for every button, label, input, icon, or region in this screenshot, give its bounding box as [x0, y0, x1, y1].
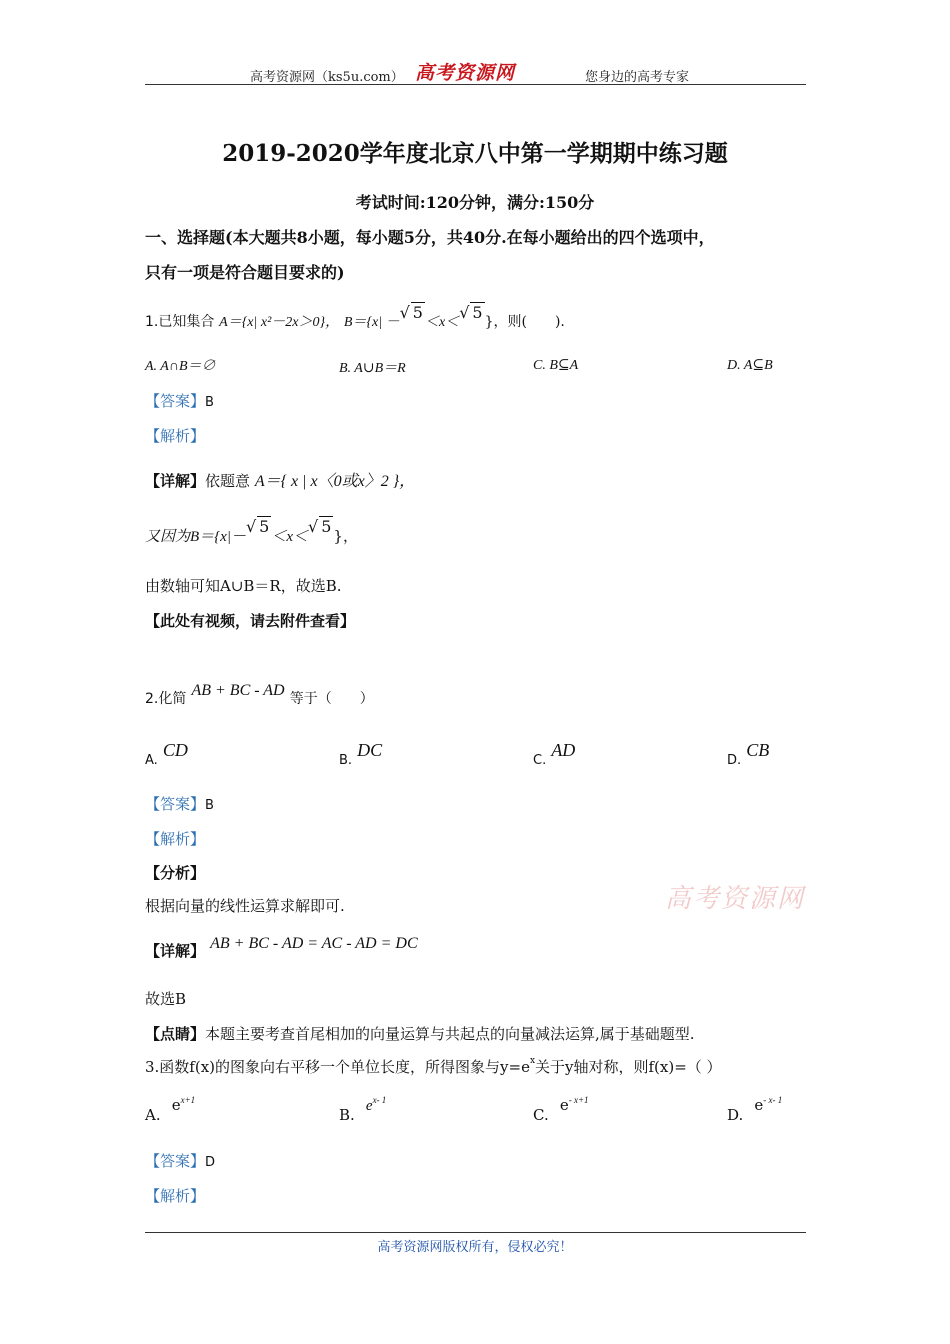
- answer-value: B: [205, 395, 214, 410]
- q2-dianjing: 【点睛】本题主要考查首尾相加的向量运算与共起点的向量减法运算,属于基础题型.: [145, 1025, 695, 1043]
- header-right: 您身边的高考专家: [585, 70, 690, 85]
- q1-line2: 又因为B＝{x|－√ 5＜x＜√ 5 }，: [145, 517, 358, 545]
- q2-analysis-tag: 【解析】: [145, 830, 206, 848]
- q1-option-d: D. A⊆B: [727, 358, 773, 373]
- q3-analysis-tag: 【解析】: [145, 1187, 206, 1205]
- site-logo: 高考资源网: [415, 62, 516, 84]
- q1-detail: [145, 468, 415, 491]
- q2-option-d: $_{D.}$ CB: [727, 740, 770, 768]
- q1-setA: A＝{x| x²－2x＞0}，: [219, 315, 340, 330]
- header-left: 高考资源网（ks5u.com）: [250, 70, 404, 85]
- q3-answer: 【答案】D: [145, 1152, 216, 1170]
- q2-detail: 【详解】 AB + BC - AD = AC - AD = DC: [145, 935, 418, 960]
- section-heading-line1: 一、选择题(本大题共8小题，每小题5分，共40分.在每小题给出的四个选项中，: [145, 228, 715, 247]
- q3-option-c: C. $e^{- x+1}$: [533, 1095, 589, 1124]
- q2-prefix: 2.化简: [145, 691, 187, 707]
- q1-answer: [145, 390, 214, 411]
- q1-stem: 1.已知集合 A＝{x| x²－2x＞0}， B＝{x| －√ 5＜x＜√ 5 }，则( ).: [145, 303, 565, 330]
- q1-option-a: A. A∩B＝∅: [145, 359, 216, 374]
- q1-setB-pre: B＝{x| －: [343, 315, 400, 330]
- q2-fenxi-text: 根据向量的线性运算求解即可.: [145, 897, 345, 915]
- exam-info: 考试时间:120分钟，满分:150分: [355, 193, 595, 212]
- detail-math: A＝{ x | x〈0或x〉2 }，: [254, 473, 416, 490]
- q1-sqrt-2: 5: [472, 303, 483, 322]
- q1-setB-post: }，则( ).: [484, 314, 565, 330]
- line2-pre: 又因为B＝{x|－: [145, 529, 246, 545]
- q1-option-b: B. A∪B＝R: [339, 361, 406, 376]
- footer-rule: [145, 1232, 806, 1233]
- q1-option-c: C. B⊆A: [533, 358, 579, 373]
- q2-conclusion: 故选B: [145, 990, 187, 1008]
- q1-sqrt-1: 5: [412, 303, 423, 322]
- line2-sqrt-1: 5: [259, 517, 270, 536]
- q2-option-c: $_{C.}$ AD: [533, 740, 576, 768]
- line2-mid: ＜x＜: [271, 529, 309, 545]
- q2-stem: [145, 680, 374, 707]
- header-rule: [145, 84, 806, 85]
- q1-prefix: 1.已知集合: [145, 314, 215, 330]
- q3-option-a: A. $e^{x+1}$: [145, 1095, 196, 1124]
- q1-setB-mid: ＜x＜: [424, 315, 460, 330]
- q1-line3: 由数轴可知A∪B＝R，故选B.: [145, 577, 342, 595]
- detail-text: 依题意: [205, 472, 251, 490]
- watermark: 高考资源网: [665, 884, 806, 914]
- q2-fenxi-tag: 【分析】: [145, 864, 206, 882]
- q2-option-a: $_{A.}$ CD: [145, 740, 188, 768]
- line2-post: }，: [333, 527, 358, 545]
- page-title: 2019-2020学年度北京八中第一学期期中练习题: [222, 140, 728, 167]
- q3-option-d: D. $e^{- x- 1}$: [727, 1095, 783, 1124]
- q3-option-b: B. $e^{x- 1}$: [339, 1095, 387, 1124]
- q1-video-note: 【此处有视频，请去附件查看】: [145, 612, 356, 630]
- footer-text: 高考资源网版权所有，侵权必究！: [377, 1240, 573, 1255]
- q2-expr: AB + BC - AD: [191, 682, 285, 699]
- line2-sqrt-2: 5: [321, 517, 332, 536]
- q2-suffix: 等于（ ）: [289, 691, 374, 707]
- q2-answer: 【答案】B: [145, 795, 214, 813]
- q3-stem: 3.函数f(x)的图象向右平移一个单位长度，所得图象与$y=e^x$关于y轴对称，则f(x)=（ ）: [145, 1056, 722, 1076]
- section-heading-line2: 只有一项是符合题目要求的): [145, 263, 345, 282]
- q1-analysis-tag: 【解析】: [145, 427, 206, 445]
- q2-option-b: $_{B.}$ DC: [339, 740, 383, 768]
- detail-tag: 【详解】: [145, 472, 206, 490]
- answer-tag: 【答案】: [145, 392, 206, 410]
